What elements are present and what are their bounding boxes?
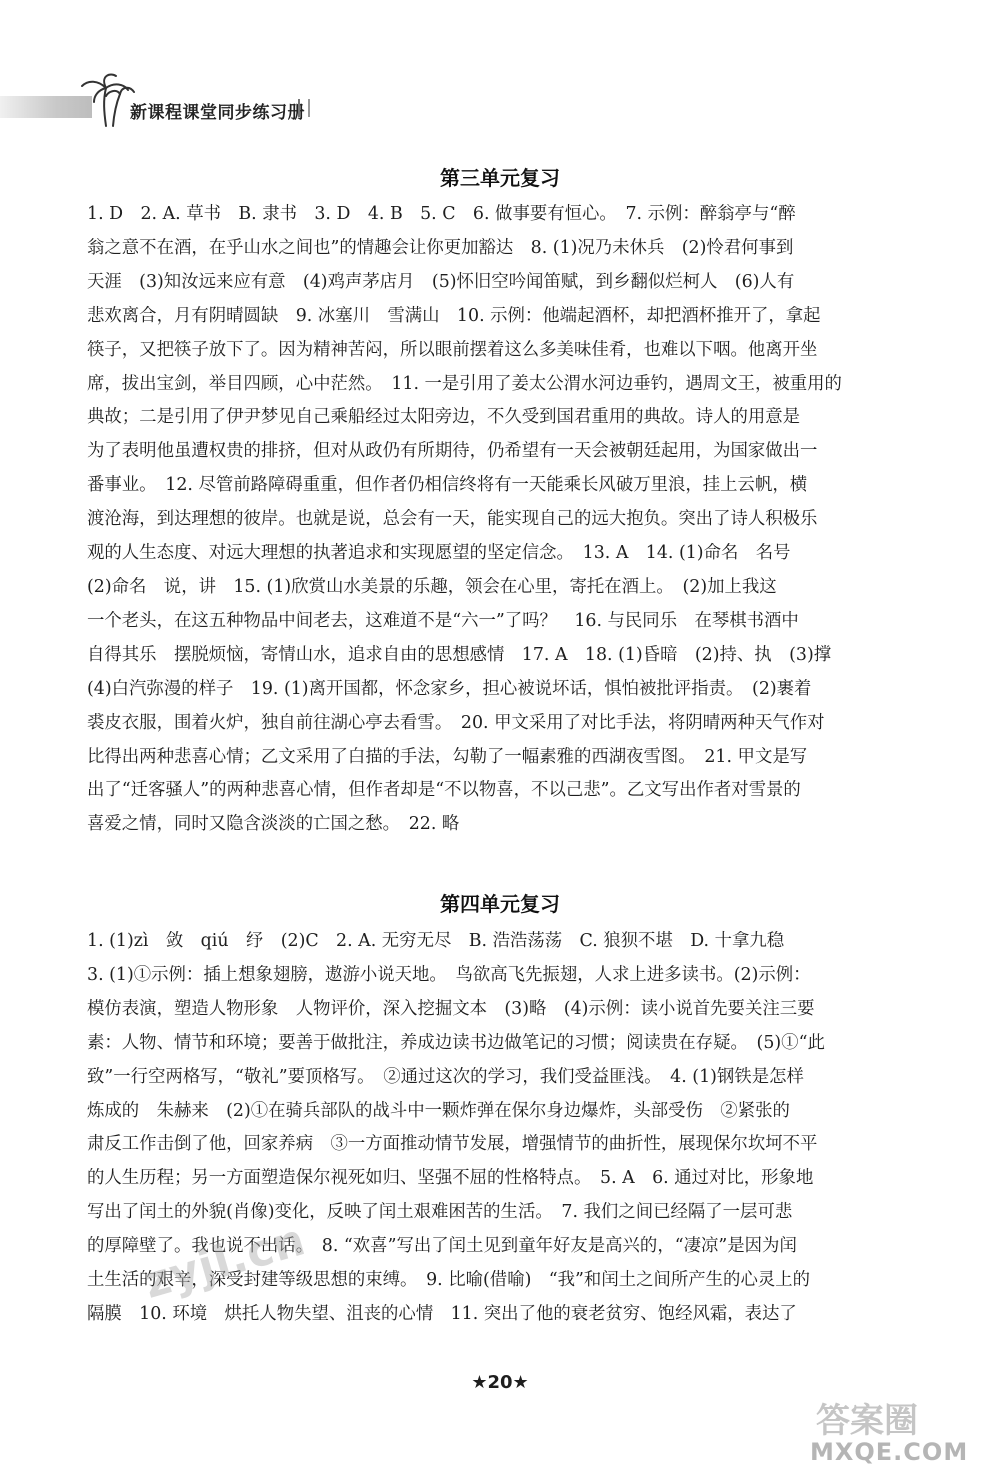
answer-line: 肃反工作击倒了他，回家养病 ③一方面推动情节发展，增强情节的曲折性，展现保尔坎坷不平	[87, 1134, 818, 1155]
answer-line: 土生活的艰辛，深受封建等级思想的束缚。 9. 比喻(借喻) “我”和闰土之间所产生的心灵上的	[87, 1270, 811, 1291]
answer-line: 的人生历程；另一方面塑造保尔视死如归、坚强不屈的性格特点。 5. A 6. 通过对比，形象地	[87, 1168, 814, 1189]
answer-line: 3. (1)①示例：插上想象翅膀，遨游小说天地。 鸟欲高飞先振翅，人求上进多读书。(2)示例：	[87, 964, 811, 985]
answer-line: 渡沧海，到达理想的彼岸。也就是说，总会有一天，能实现自己的远大抱负。突出了诗人积极乐	[87, 509, 818, 530]
answer-line: 一个老头，在这五种物品中间老去，这难道不是“六一”了吗？ 16. 与民同乐 在琴棋书酒中	[87, 610, 799, 631]
answer-line: 天涯 (3)知汝远来应有意 (4)鸡声茅店月 (5)怀旧空吟闻笛赋，到乡翻似烂柯人 (6)人有	[87, 271, 795, 292]
answer-line: 比得出两种悲喜心情；乙文采用了白描的手法，勾勒了一幅素雅的西湖夜雪图。 21. 甲文是写	[87, 746, 808, 767]
answer-line: 的厚障壁了。我也说不出话。 8. “欢喜”写出了闰土见到童年好友是高兴的，“凄凉”是因为闰	[87, 1236, 797, 1257]
answer-line: 素：人物、情节和环境；要善于做批注，养成边读书边做笔记的习惯；阅读贵在存疑。 (5)①“此	[87, 1032, 825, 1053]
answer-line: 致”一行空两格写，“敬礼”要顶格写。 ②通过这次的学习，我们受益匪浅。 4. (1)钢铁是怎样	[87, 1066, 804, 1087]
answer-line: 为了表明他虽遭权贵的排挤，但对从政仍有所期待，仍希望有一天会被朝廷起用，为国家做出一	[87, 441, 818, 462]
answer-line: 筷子，又把筷子放下了。因为精神苦闷，所以眼前摆着这么多美味佳肴，也难以下咽。他离开坐	[87, 339, 818, 360]
unit3-answer-block	[87, 198, 917, 842]
answer-line: 出了“迁客骚人”的两种悲喜心情，但作者却是“不以物喜，不以己悲”。乙文写出作者对雪景的	[87, 780, 801, 801]
answer-line: 席，拔出宝剑，举目四顾，心中茫然。 11. 一是引用了姜太公渭水河边垂钓，遇周文王，被重用的	[87, 373, 842, 394]
page-number: ★20★	[471, 1372, 529, 1393]
answer-line: (4)白汽弥漫的样子 19. (1)离开国都，怀念家乡，担心被说坏话，惧怕被批评指责。 (2)裹着	[87, 678, 812, 699]
answer-line: 典故；二是引用了伊尹梦见自己乘船经过太阳旁边，不久受到国君重用的典故。诗人的用意是	[87, 407, 801, 428]
page-header	[0, 72, 1000, 132]
answer-line: 隔膜 10. 环境 烘托人物失望、沮丧的心情 11. 突出了他的衰老贫穷、饱经风霜，表达了	[87, 1303, 797, 1324]
answer-line: (2)命名 说，讲 15. (1)欣赏山水美景的乐趣，领会在心里，寄托在酒上。 (2)加上我这	[87, 576, 777, 597]
palm-tree-icon	[76, 72, 136, 128]
header-separator	[298, 99, 310, 117]
book-title: 新课程课堂同步练习册	[130, 103, 305, 123]
answer-line: 裘皮衣服，围着火炉，独自前往湖心亭去看雪。 20. 甲文采用了对比手法，将阴晴两种天气作对	[87, 712, 825, 733]
answer-line: 悲欢离合，月有阴晴圆缺 9. 冰塞川 雪满山 10. 示例：他端起酒杯，却把酒杯推开了，拿起	[87, 305, 821, 326]
answer-line: 观的人生态度、对远大理想的执著追求和实现愿望的坚定信念。 13. A 14. (1)命名 名号	[87, 543, 791, 564]
watermark-logo	[810, 1398, 980, 1440]
answer-line: 番事业。 12. 尽管前路障碍重重，但作者仍相信终将有一天能乘长风破万里浪，挂上云帆，横	[87, 475, 808, 496]
watermark-logo-text: 答案圈	[816, 1401, 918, 1440]
answer-line: 模仿表演，塑造人物形象 人物评价，深入挖掘文本 (3)略 (4)示例：读小说首先要关注三要	[87, 998, 815, 1019]
answer-line: 炼成的 朱赫来 (2)①在骑兵部队的战斗中一颗炸弹在保尔身边爆炸，头部受伤 ②紧张的	[87, 1100, 790, 1121]
answer-line: 写出了闰土的外貌(肖像)变化，反映了闰土艰难困苦的生活。 7. 我们之间已经隔了一层可悲	[87, 1202, 793, 1223]
section-title-unit4: 第四单元复习	[440, 892, 560, 916]
answer-line: 1. (1)zì 敛 qiú 纾 (2)C 2. A. 无穷无尽 B. 浩浩荡荡 C. 狼狈不堪 D. 十拿九稳	[87, 931, 785, 951]
answer-line: 翁之意不在酒，在乎山水之间也”的情趣会让你更加豁达 8. (1)况乃未休兵 (2)怜君何事到	[87, 237, 794, 258]
answer-line: 1. D 2. A. 草书 B. 隶书 3. D 4. B 5. C 6. 做事要有恒心。 7. 示例：醉翁亭与“醉	[87, 204, 796, 224]
watermark-right	[810, 1398, 980, 1468]
watermark-url: MXQE.COM	[810, 1438, 969, 1466]
section-title-unit3: 第三单元复习	[440, 166, 560, 190]
answer-line: 自得其乐 摆脱烦恼，寄情山水，追求自由的思想感情 17. A 18. (1)昏暗 (2)持、执 (3)撑	[87, 644, 832, 665]
watermark-left: zyjl.cn	[138, 1214, 312, 1309]
answer-line: 喜爱之情，同时又隐含淡淡的亡国之愁。 22. 略	[87, 814, 460, 835]
